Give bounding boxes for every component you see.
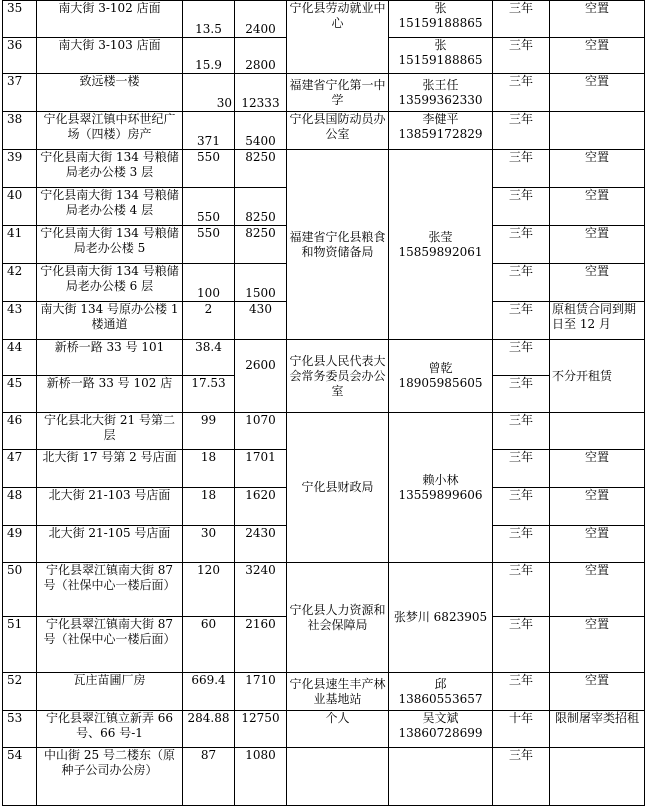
row-number: 36 xyxy=(3,38,37,74)
unit-cell: 宁化县速生丰产林业基地站 xyxy=(287,673,389,711)
unit-cell: 宁化县国防动员办公室 xyxy=(287,112,389,150)
row-number: 50 xyxy=(3,563,37,617)
area-cell: 100 xyxy=(183,264,235,302)
property-name: 宁化县翠江镇中环世纪广场（四楼）房产 xyxy=(37,112,183,150)
area-cell: 18 xyxy=(183,450,235,488)
rent-cell: 2600 xyxy=(235,340,287,413)
rent-cell: 8250 xyxy=(235,150,287,188)
unit-cell: 宁化县财政局 xyxy=(287,413,389,563)
note-cell: 空置 xyxy=(550,188,645,226)
contact-cell: 吴文斌 13860728699 xyxy=(389,711,493,748)
row-number: 48 xyxy=(3,488,37,526)
note-cell: 空置 xyxy=(550,526,645,563)
table-row xyxy=(3,563,645,617)
row-number: 37 xyxy=(3,74,37,112)
term-cell: 三年 xyxy=(493,340,550,376)
table-row xyxy=(3,748,645,806)
property-name: 致远楼一楼 xyxy=(37,74,183,112)
area-cell: 371 xyxy=(183,112,235,150)
area-cell: 87 xyxy=(183,748,235,806)
row-number: 41 xyxy=(3,226,37,264)
note-cell xyxy=(550,112,645,150)
row-number: 43 xyxy=(3,302,37,340)
term-cell: 三年 xyxy=(493,617,550,673)
note-cell: 空置 xyxy=(550,1,645,38)
table-row xyxy=(3,413,645,450)
area-cell: 120 xyxy=(183,563,235,617)
rent-cell: 1701 xyxy=(235,450,287,488)
area-cell: 284.88 xyxy=(183,711,235,748)
note-cell: 空置 xyxy=(550,488,645,526)
row-number: 49 xyxy=(3,526,37,563)
property-name: 宁化县南大街 134 号粮储局老办公楼 3 层 xyxy=(37,150,183,188)
table-row xyxy=(3,711,645,748)
contact-cell xyxy=(389,748,493,806)
contact-cell: 张梦川 6823905 xyxy=(389,563,493,673)
row-number: 44 xyxy=(3,340,37,376)
area-cell: 30 xyxy=(183,526,235,563)
note-cell: 空置 xyxy=(550,38,645,74)
property-name: 北大街 17 号第 2 号店面 xyxy=(37,450,183,488)
note-cell: 原租赁合同到期日至 12 月 xyxy=(550,302,645,340)
row-number: 47 xyxy=(3,450,37,488)
contact-cell: 张莹 15859892061 xyxy=(389,150,493,340)
note-cell: 空置 xyxy=(550,226,645,264)
area-cell: 550 xyxy=(183,226,235,264)
table-row xyxy=(3,673,645,711)
row-number: 40 xyxy=(3,188,37,226)
area-cell: 18 xyxy=(183,488,235,526)
property-name: 中山街 25 号二楼东（原种子公司办公房） xyxy=(37,748,183,806)
note-cell: 空置 xyxy=(550,74,645,112)
area-cell: 669.4 xyxy=(183,673,235,711)
property-name: 新桥一路 33 号 101 xyxy=(37,340,183,376)
row-number: 39 xyxy=(3,150,37,188)
term-cell: 三年 xyxy=(493,150,550,188)
note-cell: 空置 xyxy=(550,563,645,617)
contact-cell: 邱 13860553657 xyxy=(389,673,493,711)
rent-cell: 12750 xyxy=(235,711,287,748)
unit-cell: 福建省宁化县粮食和物资储备局 xyxy=(287,150,389,340)
contact-cell: 张 15159188865 xyxy=(389,38,493,74)
rent-cell: 2430 xyxy=(235,526,287,563)
area-cell: 30 xyxy=(183,74,235,112)
term-cell: 三年 xyxy=(493,302,550,340)
rent-cell: 12333 xyxy=(235,74,287,112)
table-row xyxy=(3,340,645,376)
term-cell: 三年 xyxy=(493,563,550,617)
property-name: 宁化县南大街 134 号粮储局老办公楼 5 xyxy=(37,226,183,264)
note-cell: 不分开租赁 xyxy=(550,340,645,413)
rent-cell: 430 xyxy=(235,302,287,340)
note-cell: 空置 xyxy=(550,150,645,188)
row-number: 51 xyxy=(3,617,37,673)
area-cell: 13.5 xyxy=(183,1,235,38)
term-cell: 三年 xyxy=(493,748,550,806)
property-name: 南大街 3-102 店面 xyxy=(37,1,183,38)
property-name: 南大街 134 号原办公楼 1 楼通道 xyxy=(37,302,183,340)
note-cell: 空置 xyxy=(550,450,645,488)
term-cell: 三年 xyxy=(493,1,550,38)
term-cell: 三年 xyxy=(493,264,550,302)
row-number: 35 xyxy=(3,1,37,38)
note-cell: 空置 xyxy=(550,673,645,711)
note-cell xyxy=(550,413,645,450)
term-cell: 三年 xyxy=(493,188,550,226)
rent-cell: 1080 xyxy=(235,748,287,806)
area-cell: 550 xyxy=(183,188,235,226)
note-cell: 限制屠宰类招租 xyxy=(550,711,645,748)
row-number: 52 xyxy=(3,673,37,711)
term-cell: 三年 xyxy=(493,112,550,150)
property-name: 宁化县南大街 134 号粮储局老办公楼 4 层 xyxy=(37,188,183,226)
unit-cell: 宁化县人力资源和社会保障局 xyxy=(287,563,389,673)
term-cell: 三年 xyxy=(493,673,550,711)
lease-table xyxy=(2,0,645,806)
rent-cell: 1500 xyxy=(235,264,287,302)
term-cell: 三年 xyxy=(493,526,550,563)
term-cell: 三年 xyxy=(493,488,550,526)
term-cell: 三年 xyxy=(493,376,550,413)
table-row xyxy=(3,1,645,38)
rent-cell: 3240 xyxy=(235,563,287,617)
area-cell: 15.9 xyxy=(183,38,235,74)
row-number: 38 xyxy=(3,112,37,150)
note-cell: 空置 xyxy=(550,617,645,673)
term-cell: 十年 xyxy=(493,711,550,748)
rent-cell: 8250 xyxy=(235,226,287,264)
area-cell: 2 xyxy=(183,302,235,340)
area-cell: 99 xyxy=(183,413,235,450)
area-cell: 550 xyxy=(183,150,235,188)
area-cell: 17.53 xyxy=(183,376,235,413)
rent-cell: 2400 xyxy=(235,1,287,38)
property-name: 南大街 3-103 店面 xyxy=(37,38,183,74)
contact-cell: 李健平 13859172829 xyxy=(389,112,493,150)
property-name: 宁化县南大街 134 号粮储局老办公楼 6 层 xyxy=(37,264,183,302)
property-name: 宁化县北大街 21 号第二层 xyxy=(37,413,183,450)
table-row xyxy=(3,74,645,112)
property-name: 新桥一路 33 号 102 店 xyxy=(37,376,183,413)
rent-cell: 1070 xyxy=(235,413,287,450)
row-number: 53 xyxy=(3,711,37,748)
term-cell: 三年 xyxy=(493,413,550,450)
property-name: 宁化县翠江镇南大街 87 号（社保中心一楼后面） xyxy=(37,563,183,617)
contact-cell: 赖小林 13559899606 xyxy=(389,413,493,563)
term-cell: 三年 xyxy=(493,74,550,112)
term-cell: 三年 xyxy=(493,226,550,264)
unit-cell: 个人 xyxy=(287,711,389,748)
term-cell: 三年 xyxy=(493,450,550,488)
note-cell xyxy=(550,748,645,806)
unit-cell: 宁化县劳动就业中心 xyxy=(287,1,389,74)
property-name: 北大街 21-103 号店面 xyxy=(37,488,183,526)
area-cell: 38.4 xyxy=(183,340,235,376)
rent-cell: 5400 xyxy=(235,112,287,150)
rent-cell: 1710 xyxy=(235,673,287,711)
contact-cell: 张王任 13599362330 xyxy=(389,74,493,112)
rent-cell: 2800 xyxy=(235,38,287,74)
row-number: 46 xyxy=(3,413,37,450)
unit-cell: 宁化县人民代表大会常务委员会办公室 xyxy=(287,340,389,413)
unit-cell: 福建省宁化第一中学 xyxy=(287,74,389,112)
contact-cell: 曾乾 18905985605 xyxy=(389,340,493,413)
row-number: 45 xyxy=(3,376,37,413)
rent-cell: 8250 xyxy=(235,188,287,226)
term-cell: 三年 xyxy=(493,38,550,74)
property-name: 北大街 21-105 号店面 xyxy=(37,526,183,563)
row-number: 54 xyxy=(3,748,37,806)
note-cell: 空置 xyxy=(550,264,645,302)
row-number: 42 xyxy=(3,264,37,302)
unit-cell xyxy=(287,748,389,806)
area-cell: 60 xyxy=(183,617,235,673)
contact-cell: 张 15159188865 xyxy=(389,1,493,38)
property-name: 瓦庄苗圃厂房 xyxy=(37,673,183,711)
rent-cell: 2160 xyxy=(235,617,287,673)
property-name: 宁化县翠江镇南大街 87 号（社保中心一楼后面） xyxy=(37,617,183,673)
property-name: 宁化县翠江镇立新弄 66 号、66 号-1 xyxy=(37,711,183,748)
table-row xyxy=(3,112,645,150)
table-row xyxy=(3,150,645,188)
rent-cell: 1620 xyxy=(235,488,287,526)
